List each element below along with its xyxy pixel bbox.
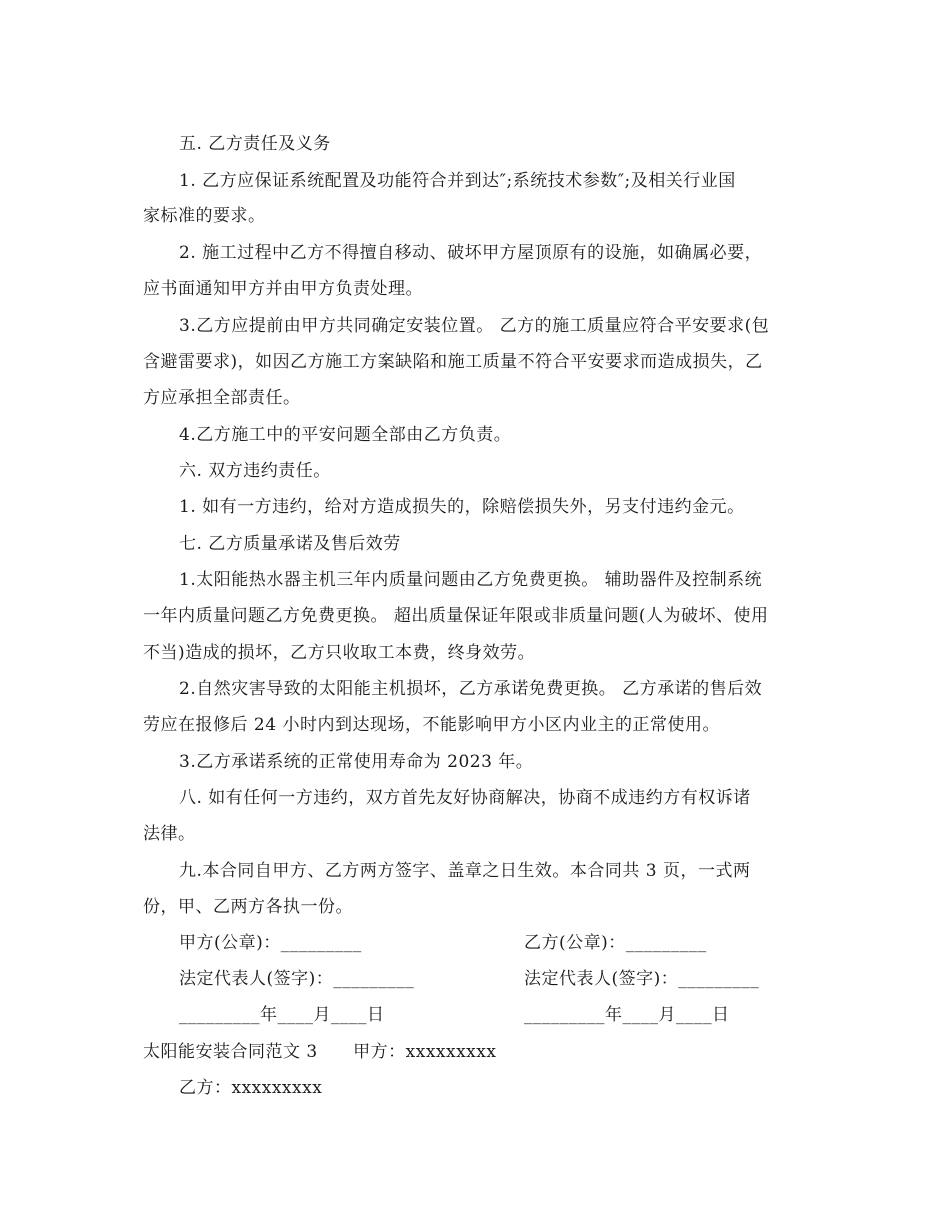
section-heading-8-line-1: 八. 如有任何一方违约，双方首先友好协商解决，协商不成违约方有权诉诸	[179, 788, 751, 808]
clause-7-1-line-1: 1.太阳能热水器主机三年内质量问题由乙方免费更换。 辅助器件及控制系统	[179, 570, 763, 590]
party-a-seal-field: 甲方(公章)：_________	[179, 933, 362, 953]
party-b-representative-field: 法定代表人(签字)：_________	[524, 969, 760, 989]
clause-5-2-line-1: 2. 施工过程中乙方不得擅自移动、破坏甲方屋顶原有的设施，如确属必要，	[179, 243, 763, 263]
next-contract-title: 太阳能安装合同范文 3 甲方：xxxxxxxxx	[143, 1042, 497, 1062]
section-heading-9-line-2: 份，甲、乙两方各执一份。	[143, 897, 353, 917]
clause-7-1-line-2: 一年内质量问题乙方免费更换。 超出质量保证年限或非质量问题(人为破坏、使用	[143, 606, 769, 626]
party-b-seal-field: 乙方(公章)：_________	[524, 933, 707, 953]
clause-6-1: 1. 如有一方违约，给对方造成损失的，除赔偿损失外，另支付违约金元。	[179, 497, 745, 517]
clause-7-3: 3.乙方承诺系统的正常使用寿命为 2023 年。	[179, 752, 534, 772]
clause-5-3-line-2: 含避雷要求)，如因乙方施工方案缺陷和施工质量不符合平安要求而造成损失，乙	[143, 352, 763, 372]
clause-7-2-line-1: 2.自然灾害导致的太阳能主机损坏，乙方承诺免费更换。 乙方承诺的售后效	[179, 679, 763, 699]
clause-7-1-line-3: 不当)造成的损坏，乙方只收取工本费，终身效劳。	[143, 643, 536, 663]
clause-5-1-line-2: 家标准的要求。	[143, 206, 266, 226]
section-heading-8-line-2: 法律。	[143, 824, 196, 844]
clause-5-2-line-2: 应书面通知甲方并由甲方负责处理。	[143, 279, 423, 299]
clause-5-4: 4.乙方施工中的平安问题全部由乙方负责。	[179, 425, 512, 445]
party-b-date-field: _________年____月____日	[524, 1005, 730, 1025]
clause-5-3-line-3: 方应承担全部责任。	[143, 388, 301, 408]
section-heading-9-line-1: 九.本合同自甲方、乙方两方签字、盖章之日生效。本合同共 3 页，一式两	[179, 861, 751, 881]
party-a-date-field: _________年____月____日	[179, 1005, 385, 1025]
clause-5-3-line-1: 3.乙方应提前由甲方共同确定安装位置。 乙方的施工质量应符合平安要求(包	[179, 316, 770, 336]
party-a-representative-field: 法定代表人(签字)：_________	[179, 969, 415, 989]
section-heading-5: 五. 乙方责任及义务	[179, 134, 331, 154]
clause-7-2-line-2: 劳应在报修后 24 小时内到达现场，不能影响甲方小区内业主的正常使用。	[143, 715, 720, 735]
clause-5-1-line-1: 1. 乙方应保证系统配置及功能符合并到达″;系统技术参数″;及相关行业国	[179, 171, 736, 191]
section-heading-6: 六. 双方违约责任。	[179, 461, 331, 481]
next-contract-party-b: 乙方：xxxxxxxxx	[179, 1078, 323, 1098]
section-heading-7: 七. 乙方质量承诺及售后效劳	[179, 534, 401, 554]
